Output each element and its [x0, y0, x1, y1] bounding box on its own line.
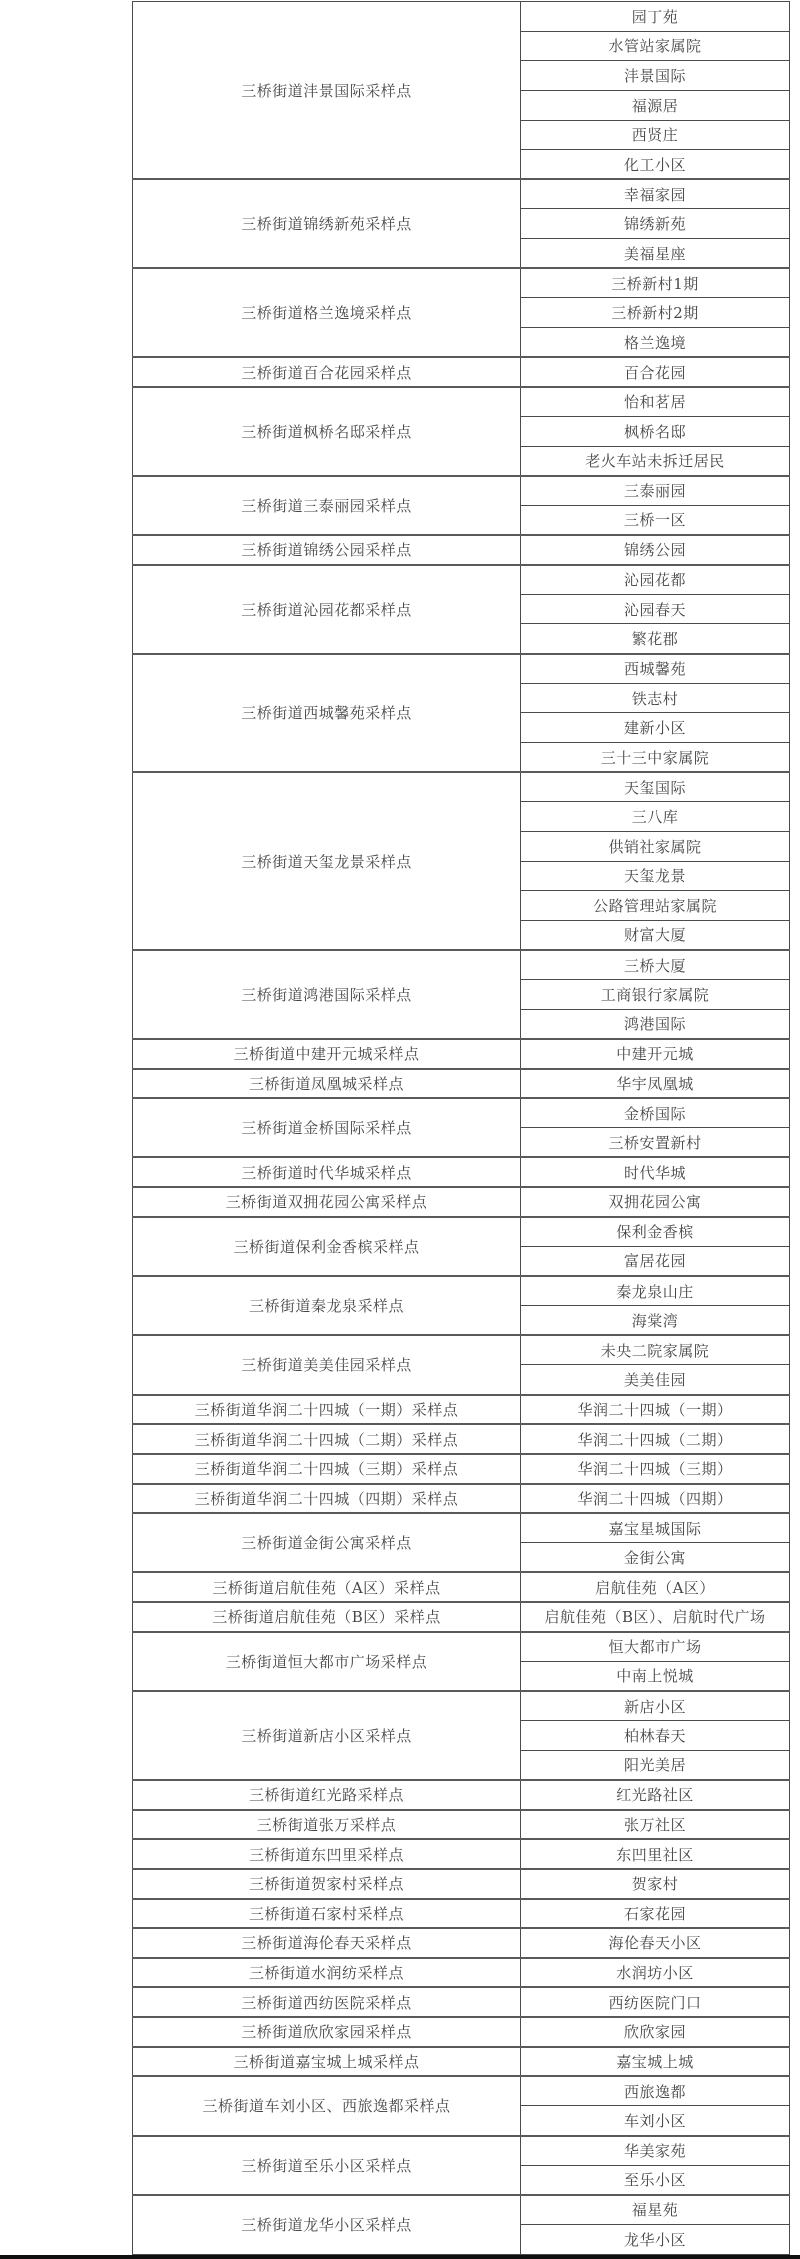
sampling-point-cell: 三桥街道锦绣公园采样点 [133, 535, 521, 565]
community-cell: 金街公寓 [521, 1543, 790, 1573]
community-cell: 水管站家属院 [521, 31, 790, 61]
community-cell: 幸福家园 [521, 179, 790, 209]
community-cell: 西旅逸都 [521, 2076, 790, 2106]
table-row [133, 1069, 790, 1099]
community-cell: 海棠湾 [521, 1306, 790, 1336]
window-bottom-edge [0, 2255, 800, 2259]
community-cell: 华宇凤凰城 [521, 1069, 790, 1099]
community-cell: 保利金香槟 [521, 1217, 790, 1247]
community-cell: 水润坊小区 [521, 1958, 790, 1988]
sampling-point-cell: 三桥街道新店小区采样点 [133, 1691, 521, 1780]
community-cell: 格兰逸境 [521, 328, 790, 358]
sampling-point-cell: 三桥街道华润二十四城（二期）采样点 [133, 1424, 521, 1454]
sampling-point-cell: 三桥街道双拥花园公寓采样点 [133, 1187, 521, 1217]
table-row [133, 1187, 790, 1217]
community-cell: 园丁苑 [521, 2, 790, 32]
community-cell: 阳光美居 [521, 1750, 790, 1780]
sampling-point-cell: 三桥街道嘉宝城上城采样点 [133, 2047, 521, 2077]
community-cell: 欣欣家园 [521, 2017, 790, 2047]
community-cell: 三桥新村1期 [521, 268, 790, 298]
community-cell: 老火车站未拆迁居民 [521, 446, 790, 476]
sampling-point-cell: 三桥街道石家村采样点 [133, 1899, 521, 1929]
table-row [133, 654, 790, 684]
sampling-point-cell: 三桥街道三泰丽园采样点 [133, 476, 521, 535]
table-row [133, 387, 790, 417]
table-row [133, 2047, 790, 2077]
community-cell: 天玺龙景 [521, 861, 790, 891]
community-cell: 公路管理站家属院 [521, 891, 790, 921]
community-cell: 锦绣公园 [521, 535, 790, 565]
table-row [133, 1899, 790, 1929]
table-row [133, 1958, 790, 1988]
table-row [133, 950, 790, 980]
table-row [133, 179, 790, 209]
sampling-points-table-body [133, 2, 790, 2255]
table-row [133, 772, 790, 802]
table-row [133, 476, 790, 506]
community-cell: 繁花郡 [521, 624, 790, 654]
community-cell: 锦绣新苑 [521, 209, 790, 239]
sampling-table-container [132, 1, 790, 2255]
community-cell: 未央二院家属院 [521, 1335, 790, 1365]
table-row [133, 535, 790, 565]
table-row [133, 1217, 790, 1247]
sampling-point-cell: 三桥街道沣景国际采样点 [133, 2, 521, 180]
sampling-point-cell: 三桥街道秦龙泉采样点 [133, 1276, 521, 1335]
table-row [133, 1395, 790, 1425]
sampling-point-cell: 三桥街道百合花园采样点 [133, 357, 521, 387]
sampling-point-cell: 三桥街道张万采样点 [133, 1810, 521, 1840]
sampling-point-cell: 三桥街道锦绣新苑采样点 [133, 179, 521, 268]
sampling-point-cell: 三桥街道中建开元城采样点 [133, 1039, 521, 1069]
table-row [133, 2017, 790, 2047]
community-cell: 中南上悦城 [521, 1661, 790, 1691]
community-cell: 化工小区 [521, 150, 790, 180]
community-cell: 西贤庄 [521, 120, 790, 150]
community-cell: 华润二十四城（一期） [521, 1395, 790, 1425]
community-cell: 华润二十四城（三期） [521, 1454, 790, 1484]
sampling-point-cell: 三桥街道鸿港国际采样点 [133, 950, 521, 1039]
sampling-point-cell: 三桥街道欣欣家园采样点 [133, 2017, 521, 2047]
community-cell: 福星苑 [521, 2195, 790, 2225]
sampling-point-cell: 三桥街道水润纺采样点 [133, 1958, 521, 1988]
table-row [133, 1987, 790, 2017]
table-row [133, 1454, 790, 1484]
community-cell: 百合花园 [521, 357, 790, 387]
sampling-points-table [132, 1, 790, 2255]
sampling-point-cell: 三桥街道沁园花都采样点 [133, 565, 521, 654]
community-cell: 车刘小区 [521, 2106, 790, 2136]
community-cell: 三八库 [521, 802, 790, 832]
community-cell: 供销社家属院 [521, 831, 790, 861]
community-cell: 天玺国际 [521, 772, 790, 802]
sampling-point-cell: 三桥街道启航佳苑（B区）采样点 [133, 1602, 521, 1632]
community-cell: 鸿港国际 [521, 1009, 790, 1039]
table-row [133, 1780, 790, 1810]
community-cell: 财富大厦 [521, 920, 790, 950]
community-cell: 龙华小区 [521, 2225, 790, 2255]
table-row [133, 1839, 790, 1869]
community-cell: 怡和茗居 [521, 387, 790, 417]
sampling-point-cell: 三桥街道华润二十四城（三期）采样点 [133, 1454, 521, 1484]
community-cell: 金桥国际 [521, 1098, 790, 1128]
community-cell: 美福星座 [521, 239, 790, 269]
community-cell: 华润二十四城（四期） [521, 1484, 790, 1514]
community-cell: 贺家村 [521, 1869, 790, 1899]
community-cell: 铁志村 [521, 683, 790, 713]
community-cell: 嘉宝星城国际 [521, 1513, 790, 1543]
table-row [133, 1810, 790, 1840]
community-cell: 三桥安置新村 [521, 1128, 790, 1158]
sampling-point-cell: 三桥街道西城馨苑采样点 [133, 654, 521, 773]
sampling-point-cell: 三桥街道华润二十四城（四期）采样点 [133, 1484, 521, 1514]
sampling-point-cell: 三桥街道金桥国际采样点 [133, 1098, 521, 1157]
community-cell: 西纺医院门口 [521, 1987, 790, 2017]
community-cell: 沁园花都 [521, 565, 790, 595]
sampling-point-cell: 三桥街道红光路采样点 [133, 1780, 521, 1810]
table-row [133, 1691, 790, 1721]
sampling-point-cell: 三桥街道保利金香槟采样点 [133, 1217, 521, 1276]
sampling-point-cell: 三桥街道东凹里采样点 [133, 1839, 521, 1869]
table-row [133, 1602, 790, 1632]
community-cell: 启航佳苑（B区）、启航时代广场 [521, 1602, 790, 1632]
community-cell: 至乐小区 [521, 2165, 790, 2195]
sampling-point-cell: 三桥街道美美佳园采样点 [133, 1335, 521, 1394]
sampling-point-cell: 三桥街道华润二十四城（一期）采样点 [133, 1395, 521, 1425]
sampling-point-cell: 三桥街道至乐小区采样点 [133, 2136, 521, 2195]
table-row [133, 1632, 790, 1662]
community-cell: 启航佳苑（A区） [521, 1572, 790, 1602]
table-row [133, 2195, 790, 2225]
sampling-point-cell: 三桥街道恒大都市广场采样点 [133, 1632, 521, 1691]
community-cell: 三桥一区 [521, 505, 790, 535]
sampling-point-cell: 三桥街道启航佳苑（A区）采样点 [133, 1572, 521, 1602]
community-cell: 富居花园 [521, 1246, 790, 1276]
community-cell: 沁园春天 [521, 594, 790, 624]
sampling-point-cell: 三桥街道凤凰城采样点 [133, 1069, 521, 1099]
table-row [133, 1424, 790, 1454]
community-cell: 美美佳园 [521, 1365, 790, 1395]
table-row [133, 1869, 790, 1899]
table-row [133, 1157, 790, 1187]
table-row [133, 1572, 790, 1602]
table-row [133, 1928, 790, 1958]
sampling-point-cell: 三桥街道龙华小区采样点 [133, 2195, 521, 2254]
community-cell: 石家花园 [521, 1899, 790, 1929]
community-cell: 华美家苑 [521, 2136, 790, 2166]
table-row [133, 1484, 790, 1514]
table-row [133, 1335, 790, 1365]
sampling-point-cell: 三桥街道天玺龙景采样点 [133, 772, 521, 950]
community-cell: 恒大都市广场 [521, 1632, 790, 1662]
table-row [133, 1098, 790, 1128]
community-cell: 建新小区 [521, 713, 790, 743]
table-row [133, 268, 790, 298]
community-cell: 三桥新村2期 [521, 298, 790, 328]
community-cell: 福源居 [521, 90, 790, 120]
table-row [133, 1276, 790, 1306]
table-row [133, 1039, 790, 1069]
sampling-point-cell: 三桥街道贺家村采样点 [133, 1869, 521, 1899]
table-row [133, 2076, 790, 2106]
sampling-point-cell: 三桥街道海伦春天采样点 [133, 1928, 521, 1958]
community-cell: 三桥大厦 [521, 950, 790, 980]
community-cell: 沣景国际 [521, 61, 790, 91]
community-cell: 张万社区 [521, 1810, 790, 1840]
community-cell: 西城馨苑 [521, 654, 790, 684]
table-row [133, 357, 790, 387]
community-cell: 双拥花园公寓 [521, 1187, 790, 1217]
community-cell: 工商银行家属院 [521, 980, 790, 1010]
community-cell: 柏林春天 [521, 1721, 790, 1751]
sampling-point-cell: 三桥街道格兰逸境采样点 [133, 268, 521, 357]
community-cell: 海伦春天小区 [521, 1928, 790, 1958]
sampling-point-cell: 三桥街道西纺医院采样点 [133, 1987, 521, 2017]
community-cell: 中建开元城 [521, 1039, 790, 1069]
sampling-point-cell: 三桥街道车刘小区、西旅逸都采样点 [133, 2076, 521, 2135]
community-cell: 新店小区 [521, 1691, 790, 1721]
community-cell: 红光路社区 [521, 1780, 790, 1810]
sampling-point-cell: 三桥街道时代华城采样点 [133, 1157, 521, 1187]
community-cell: 秦龙泉山庄 [521, 1276, 790, 1306]
community-cell: 华润二十四城（二期） [521, 1424, 790, 1454]
community-cell: 东凹里社区 [521, 1839, 790, 1869]
sampling-point-cell: 三桥街道枫桥名邸采样点 [133, 387, 521, 476]
community-cell: 三十三中家属院 [521, 743, 790, 773]
community-cell: 嘉宝城上城 [521, 2047, 790, 2077]
community-cell: 枫桥名邸 [521, 416, 790, 446]
table-row [133, 565, 790, 595]
table-row [133, 2, 790, 32]
community-cell: 时代华城 [521, 1157, 790, 1187]
community-cell: 三泰丽园 [521, 476, 790, 506]
table-row [133, 2136, 790, 2166]
sampling-point-cell: 三桥街道金街公寓采样点 [133, 1513, 521, 1572]
table-row [133, 1513, 790, 1543]
